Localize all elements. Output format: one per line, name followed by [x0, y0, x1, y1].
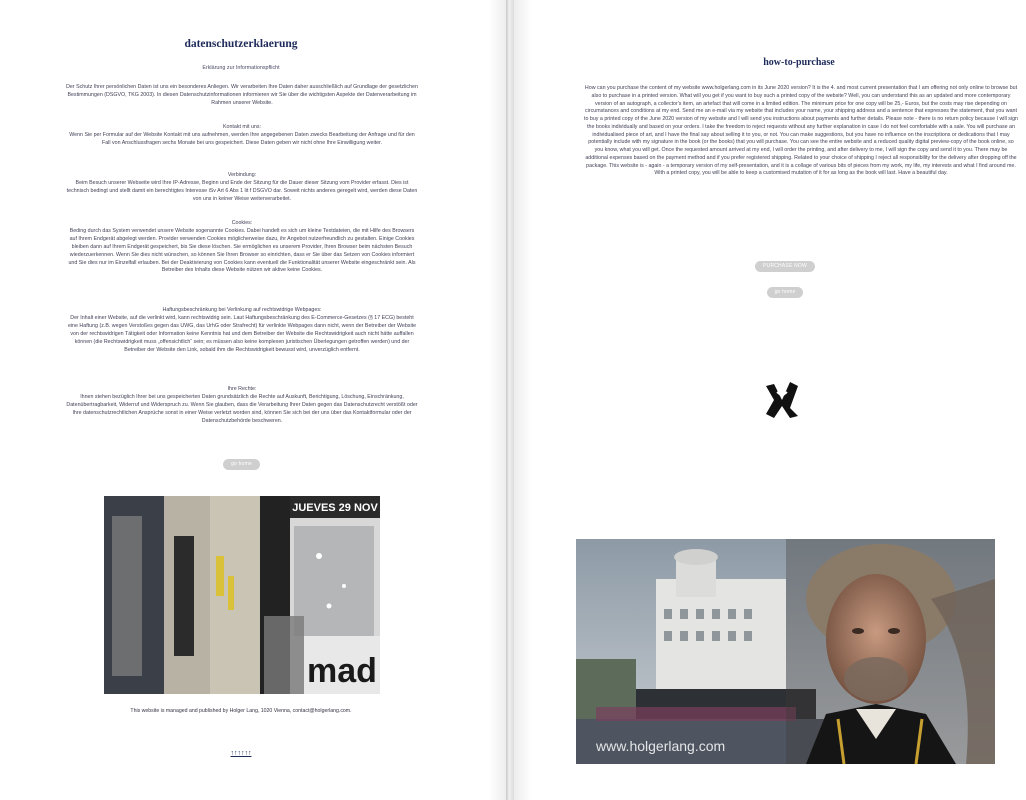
back-to-top-link[interactable]: ↑↑↑↑↑↑ [230, 750, 252, 757]
contact-text: Wenn Sie per Formular auf der Website Kontakt mit uns aufnehmen, werden Ihre angegebenen Daten zwecks Bearbeitung der Anfrage und für den Fall von Anschlussfragen sechs Monate bei uns gespeichert. Diese Daten geben wir nicht ohne Ihre Einwilligung weiter. [69, 131, 415, 146]
page-subtitle: Erklärung zur Informationspflicht [202, 65, 280, 71]
page-title: how-to-purchase [763, 57, 835, 68]
purchase-now-button[interactable]: PURCHASE NOW [755, 261, 815, 272]
hl-logo-icon [760, 378, 804, 422]
liability-heading: Haftungsbeschränkung bei Verlinkung auf rechtswidrige Webpages: [162, 307, 322, 313]
liability-section [66, 307, 418, 354]
connection-heading: Verbindung: [227, 172, 257, 178]
go-home-button[interactable]: go home [767, 287, 803, 298]
contact-section [66, 124, 418, 148]
portrait-photo [576, 539, 995, 764]
connection-text: Beim Besuch unserer Webseite wird Ihre IP-Adresse, Beginn und Ende der Sitzung für die Dauer dieser Sitzung vom Provider erfasst. Dies ist technisch bedingt und stellt damit ein berechtigtes Interesse iSv Art 6 Abs 1 lit f DSGVO dar. Soweit nichts anderes geregelt wird, werden diese Daten von uns in keiner Weise weiterverarbeitet. [66, 179, 418, 202]
cookies-text: Beding durch das System verwendet unsere Website sogenannte Cookies. Dabei handelt es sich um kleine Textdateien, die mit Hilfe des Browsers auf Ihrem Endgerät abgelegt werden. Provider verwenden Cookies möglicherweise dazu, ihr Angebot nutzerfreundlich zu gestalten. Einige Cookies bleiben dann auf Ihrem Endgerät gespeichert, bis Sie diese löschen. Sie ermöglichen es unserem Provider, Ihren Browser beim nächsten Besuch wiederzuerkennen. Wenn Sie dies nicht wünschen, so können Sie Ihren Browser so einrichten, dass er Sie über das Setzen von Cookies informiert und Sie dies nur im Einzelfall erlauben. Bei der Deaktivierung von Cookies kann eventuell die Funktionalität unserer Website eingeschränkt sein. Als Betreiber des Inhalts diese Website nützen wir aktive keine Cookies. [68, 227, 416, 274]
book-gutter [506, 0, 514, 800]
go-home-button[interactable]: go home [223, 459, 260, 470]
photo-sign-top: JUEVES 29 NOV [292, 502, 378, 514]
contact-heading: Kontakt mit uns: [223, 124, 261, 130]
photo-sign-bottom: mad [307, 652, 377, 690]
street-photo-graphic [104, 496, 380, 694]
how-to-purchase-page [514, 0, 1026, 800]
rights-heading: Ihre Rechte: [227, 386, 257, 392]
rights-section [66, 386, 418, 426]
intro-paragraph: Der Schutz Ihrer persönlichen Daten ist uns ein besonderes Anliegen. Wir verarbeiten Ihre Daten daher ausschließlich auf Grundlage der gesetzlichen Bestimmungen (DSGVO, TKG 2003). In diesen Datenschutzinformationen informieren wir Sie über die wichtigsten Aspekte der Datenverarbeitung im Rahmen unserer Website. [66, 84, 418, 106]
portrait-photo-graphic [576, 539, 995, 764]
privacy-policy-page [0, 0, 506, 800]
page-title: datenschutzerklaerung [184, 38, 298, 50]
purchase-info-text: How can you purchase the content of my website www.holgerlang.com in its June 2020 version? It is the 4. and most current presentation that I am offering not only online to browse but also to purchase in a printed version. What will you get if you want to buy such a printed copy of the website? Well, you can understand this as an updated and more contemporary version of an autograph, a collector's item, an artefact that will come in a limited edition. The minimum price for one copy will be 25,- Euros, but the costs may rise depending on circumstances and conditions at my end. Send me an e-mail via my website that includes your name, your shipping address and a sentence that expresses the statement, that you want to buy a printed copy of the June 2020 version of my website and I will send you instructions about payments and further details. Please note - there is no return policy because I will sign the books individually and based on your orders. I take the freedom to reject requests without any further explanation in case I do not feel comfortable with a sale. You will purchase an individualised piece of art, and I have the final say about selling it to you, or not. You can make suggestions, but you have no influence on the inscriptions or dedications that I may potentially include with my signature in the book (or the books) that you will purchase. You can see the entire website and a reduced quality digital preview-copy of the book online, so you know, what you will get. Once the requested amount arrived at my end, I will order the printing, and after delivery to me, I will sign the copy and send it to you. There may be additional expenses based on the payment method and if you prefer registered shipping. Related to your choice of shipping I reject all responsibility for the delivery after dropping off the package. This website is - again - a temporary version of my self-presentation, and it is a collage of various bits of pieces from my work, my life, my interests and what I find around me. With a printed copy, you will be able to keep a customised mutation of it for as long as the book will last. Have a beautiful day. [584, 85, 1018, 177]
photo-watermark: www.holgerlang.com [596, 738, 726, 754]
street-photo [104, 496, 380, 694]
connection-section [66, 172, 418, 204]
cookies-heading: Cookies: [231, 220, 253, 226]
site-footer: This website is managed and published by Holger Lang, 1020 Vienna, contact@holgerlang.com. [130, 708, 352, 714]
rights-text: Ihnen stehen bezüglich Ihrer bei uns gespeicherten Daten grundsätzlich die Rechte auf Auskunft, Berichtigung, Löschung, Einschränkung, Datenübertragbarkeit, Widerruf und Widerspruch zu. Wenn Sie glauben, dass die Verarbeitung Ihrer Daten gegen das Datenschutzrecht verstößt oder Ihre datenschutzrechtlichen Ansprüche sonst in einer Weise verletzt worden sind, können Sie sich bei der uns über das Kontaktformular oder der Datenschutzbehörde beschweren. [66, 393, 418, 424]
cookies-section [66, 220, 418, 275]
liability-text: Der Inhalt einer Website, auf die verlinkt wird, kann rechtswidrig sein. Laut Haftungsbeschränkung des E-Commerce-Gesetzes (§ 17 ECG) besteht eine Haftung (z.B. wegen Verstoßes gegen das UWG, das UrhG oder Strafrecht) für verlinkte Webpages dann nicht, wenn der Betreiber der Website von der rechtswidrigen Tätigkeit oder Information keine Kenntnis hat und dem Betreiber der Website die Rechtswidrigkeit auch nicht hätte auffallen können (die Rechtswidrigkeit muss „offensichtlich“ sein; es müssen also keine komplexen juristischen Überlegungen getroffen werden) und der Betreiber der Website den Link, sobald ihm die Rechtswidrigkeit bewusst wird, unverzüglich entfernt. [67, 314, 417, 353]
